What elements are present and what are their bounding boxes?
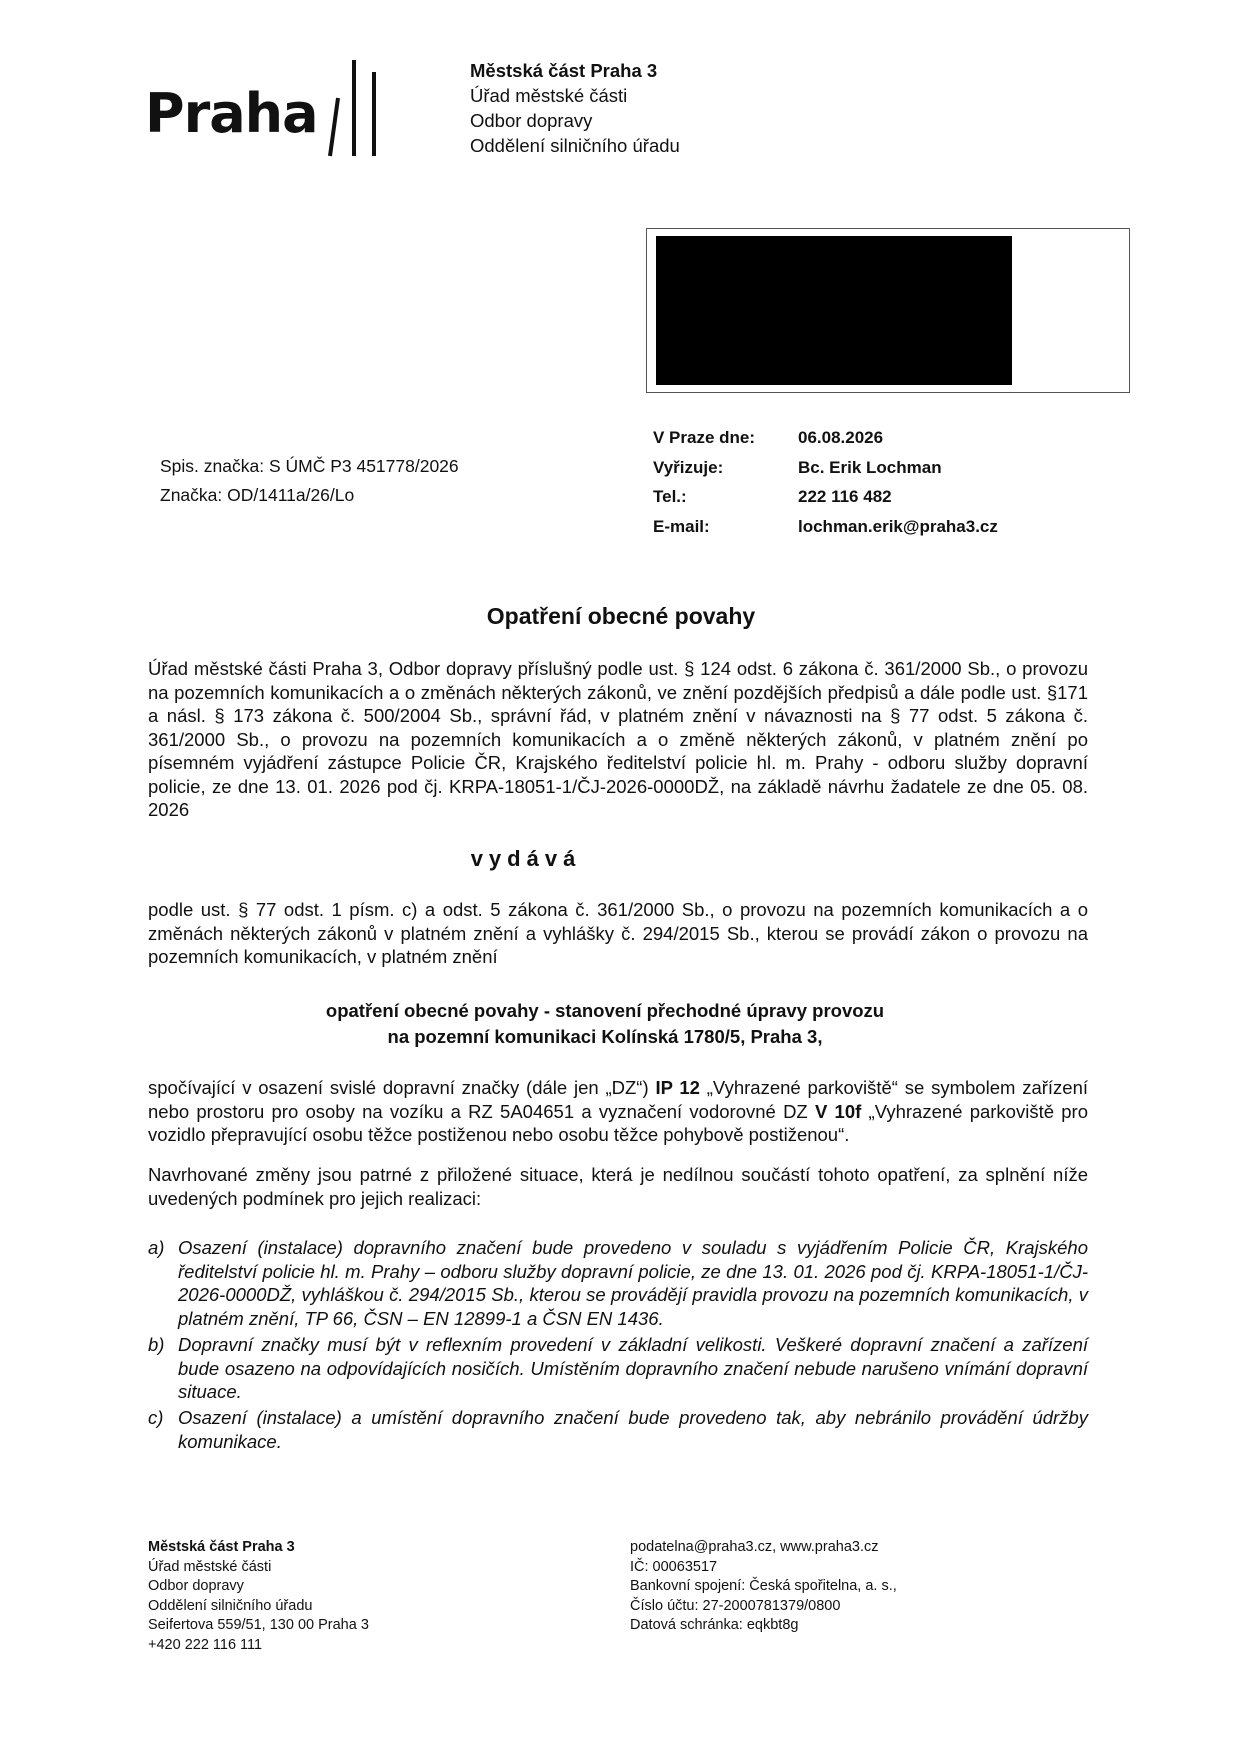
footer-databox: Datová schránka: eqkbt8g [630,1617,799,1633]
footer-address [148,1538,369,1655]
condition-text: Osazení (instalace) a umístění dopravního značení bude provedeno tak, aby nebránilo provádění údržby komunikace. [178,1407,1088,1452]
legal-basis-paragraph: podle ust. § 77 odst. 1 písm. c) a odst. 5 zákona č. 361/2000 Sb., o provozu na pozemních komunikacích a o změnách některých zákonů v platném znění a vyhlášky č. 294/2015 Sb., kterou se provádí zákon o provozu na pozemních komunikacích, v platném znění [148,899,1088,967]
meta-label: Vyřizuje: [653,457,724,477]
condition-item-a [148,1236,1088,1330]
condition-text: Dopravní značky musí být v reflexním provedení v základní velikosti. Veškeré dopravní značení a zařízení bude osazeno na odpovídajících nosičích. Umístěním dopravního značení nebude narušeno vnímání dopravní situace. [178,1334,1088,1402]
condition-text: Osazení (instalace) dopravního značení bude provedeno v souladu s vyjádřením Policie ČR, Krajského ředitelství policie hl. m. Prahy – odboru služby dopravní policie, ze dne 13. 01. 2026 pod čj. KRPA-18051-1/ČJ-2026-0000DŽ, vyhláškou č. 294/2015 Sb., kterou se provádějí pravidla provozu na pozemních komunikacích, v platném znění, TP 66, ČSN – EN 12899-1 a ČSN EN 1436. [178,1237,1088,1329]
case-reference: Spis. značka: S ÚMČ P3 451778/2026 [160,456,459,476]
description-text: spočívající v osazení svislé dopravní značky (dále jen „DZ“) [148,1077,656,1098]
footer-contacts [630,1538,897,1636]
meta-value: Bc. Erik Lochman [798,457,942,477]
sign-code-v10f: V 10f [814,1100,862,1122]
footer-bank: Bankovní spojení: Česká spořitelna, a. s., [630,1578,897,1594]
meta-value: 222 116 482 [798,487,892,506]
intro-paragraph: Úřad městské části Praha 3, Odbor dopravy příslušný podle ust. § 124 odst. 6 zákona č. 361/2000 Sb., o provozu na pozemních komunikacích a o změnách některých zákonů, ve znění pozdějších předpisů a dále podle ust. §171 a násl. § 173 zákona č. 500/2004 Sb., správní řád, v platném znění v návaznosti na § 77 odst. 5 zákona č. 361/2000 Sb., o provozu na pozemních komunikacích a o změně některých zákonů, v platném znění po písemném vyjádření zástupce Policie ČR, Krajského ředitelství policie hl. m. Prahy - odboru služby dopravní policie, ze dne 13. 01. 2026 pod čj. KRPA-18051-1/ČJ-2026-0000DŽ, na základě návrhu žadatele ze dne 05. 08. 2026 [148,658,1088,820]
meta-row-email [653,512,998,542]
issues-heading: vydává [470,846,582,871]
description-text: „Vyhrazené parkoviště pro vozidlo přepravující osobu těžce postiženou nebo osobu těžce pohybově postiženou“. [148,1100,1088,1145]
redacted-recipient-address [656,236,1012,385]
org-department: Odbor dopravy [470,110,593,131]
footer-account: Číslo účtu: 27-2000781379/0800 [630,1597,841,1614]
description-text: „Vyhrazené parkoviště“ se symbolem zařízení nebo prostoru pro osoby na vozíku a RZ 5A04651 a vyznačení vodorovné DZ [148,1077,1088,1122]
subtitle-line-1: opatření obecné povahy - stanovení přechodné úpravy provozu [325,1000,885,1021]
org-header [470,58,680,158]
footer-line: Oddělení silničního úřadu [148,1597,313,1614]
footer-phone: +420 222 116 111 [148,1636,263,1653]
meta-label: V Praze dne: [653,428,756,447]
meta-row-phone [653,482,998,512]
meta-label: Tel.: [653,487,687,506]
sign-code-ip12: IP 12 [655,1077,700,1098]
footer-line: Odbor dopravy [148,1578,244,1594]
reference-block [160,452,459,510]
subtitle-line-2: na pozemní komunikaci Kolínská 1780/5, Praha 3, [387,1026,823,1047]
org-section: Oddělení silničního úřadu [470,135,680,156]
org-name: Městská část Praha 3 [470,60,658,81]
meta-value: lochman.erik@praha3.cz [798,516,998,536]
document-title: Opatření obecné povahy [486,603,756,629]
condition-item-b [148,1333,1088,1404]
meta-row-handler [653,453,998,483]
footer-line: Úřad městské části [148,1558,272,1575]
meta-row-date [653,423,998,453]
conditions-intro: Navrhované změny jsou patrné z přiložené situace, která je nedílnou součástí tohoto opatření, za splnění níže uvedených podmínek pro jejich realizaci: [148,1164,1088,1209]
meta-block [653,423,998,541]
meta-value: 06.08.2026 [798,428,884,447]
condition-marker: b) [148,1334,165,1355]
footer-street: Seifertova 559/51, 130 00 Praha 3 [148,1617,369,1633]
condition-item-c [148,1406,1088,1453]
document-reference: Značka: OD/1411a/26/Lo [160,485,355,505]
description-paragraph [148,1076,1088,1147]
condition-marker: c) [148,1407,164,1428]
measure-subtitle [0,998,1226,1050]
condition-marker: a) [148,1237,165,1258]
meta-label: E-mail: [653,516,710,536]
footer-ico: IČ: 00063517 [630,1558,718,1575]
praha-logo-mark [318,58,388,158]
footer-email-web: podatelna@praha3.cz, www.praha3.cz [630,1539,879,1555]
org-office: Úřad městské části [470,85,628,106]
praha-logo-word: Praha [145,82,318,145]
footer-org-name: Městská část Praha 3 [148,1539,295,1555]
